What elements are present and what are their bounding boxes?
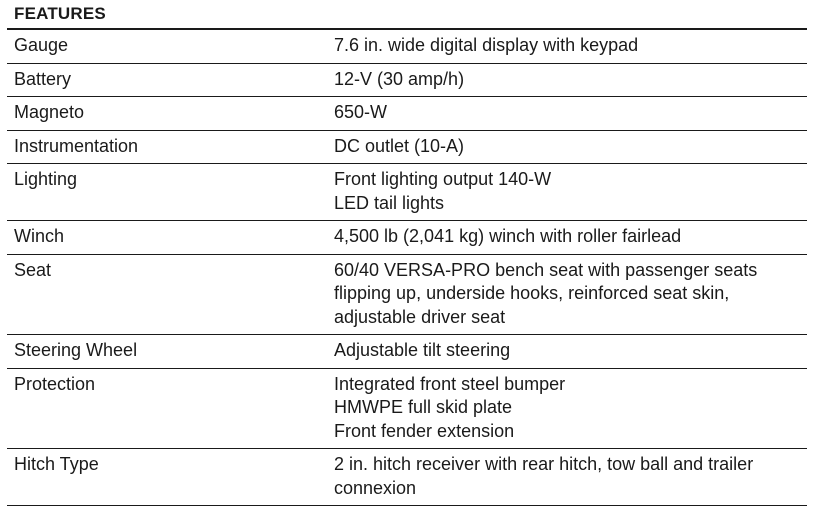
feature-value	[334, 221, 807, 255]
feature-value	[334, 30, 807, 63]
feature-value	[334, 63, 807, 97]
feature-label: Gauge	[14, 35, 69, 55]
feature-label: Steering Wheel	[14, 340, 138, 360]
table-row	[7, 97, 807, 131]
feature-label: Hitch Type	[14, 454, 99, 474]
table-row	[7, 130, 807, 164]
feature-label: Magneto	[14, 102, 85, 122]
feature-value-line: 60/40 VERSA-PRO bench seat with passenger seats	[334, 259, 758, 280]
feature-value-line: LED tail lights	[334, 192, 445, 213]
feature-value-line: Integrated front steel bumper	[334, 373, 566, 394]
table-row	[7, 254, 807, 335]
feature-value	[334, 254, 807, 335]
table-row	[7, 30, 807, 63]
feature-value-line: adjustable driver seat	[334, 306, 506, 327]
table-row	[7, 368, 807, 449]
feature-value-line: 650-W	[334, 102, 388, 122]
table-row	[7, 449, 807, 506]
feature-value	[334, 335, 807, 369]
table-row	[7, 164, 807, 221]
features-table	[7, 30, 807, 506]
table-row	[7, 63, 807, 97]
feature-value	[334, 164, 807, 221]
feature-label: Battery	[14, 68, 72, 89]
feature-label: Protection	[14, 373, 96, 394]
feature-value	[334, 449, 807, 506]
feature-value-line: 4,500 lb (2,041 kg) winch with roller fairlead	[334, 226, 682, 246]
feature-label: Instrumentation	[14, 135, 139, 156]
feature-value-line: HMWPE full skid plate	[334, 397, 513, 417]
feature-label: Seat	[14, 259, 52, 280]
feature-value	[334, 368, 807, 449]
feature-value-line: 2 in. hitch receiver with rear hitch, tow ball and trailer	[334, 454, 754, 474]
feature-value	[334, 130, 807, 164]
table-row	[7, 335, 807, 369]
feature-label: Lighting	[14, 169, 78, 189]
feature-value-line: connexion	[334, 477, 417, 498]
feature-label: Winch	[14, 226, 65, 246]
feature-value-line: Adjustable tilt steering	[334, 340, 511, 360]
feature-value-line: flipping up, underside hooks, reinforced seat skin,	[334, 283, 730, 303]
feature-value-line: Front fender extension	[334, 420, 515, 441]
feature-value-line: DC outlet (10-A)	[334, 135, 465, 156]
feature-value	[334, 97, 807, 131]
feature-value-line: 7.6 in. wide digital display with keypad	[334, 35, 639, 55]
feature-value-line: 12-V (30 amp/h)	[334, 68, 465, 89]
section-title: FEATURES	[7, 0, 807, 30]
table-row	[7, 221, 807, 255]
features-table-body	[7, 30, 807, 506]
feature-value-line: Front lighting output 140-W	[334, 169, 552, 189]
